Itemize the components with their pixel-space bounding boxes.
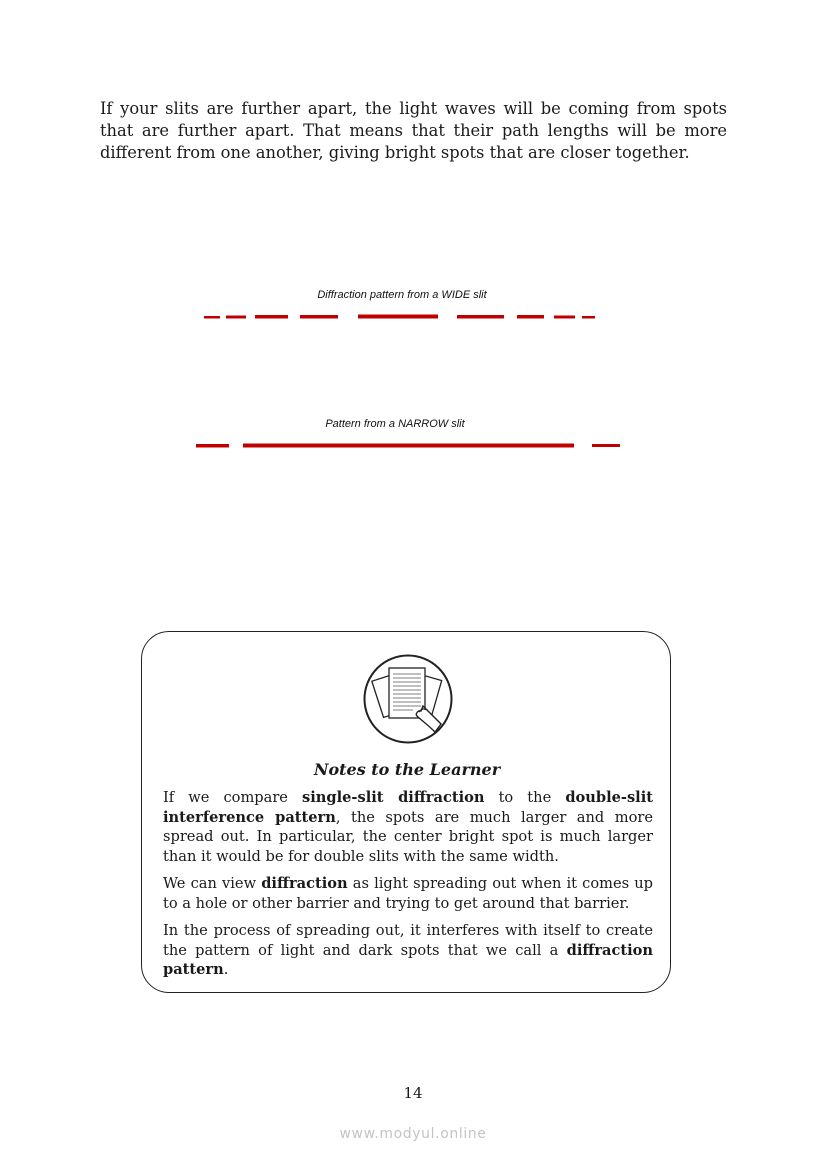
text-run: . [223,961,229,978]
wide-band [554,316,575,319]
wide-slit-pattern [0,310,826,326]
narrow-band [592,444,620,447]
term-single-slit-diffraction: single-slit diffraction [302,789,485,806]
wide-band [226,316,246,319]
narrow-slit-pattern [0,438,826,454]
notes-title: Notes to the Learner [313,760,501,779]
wide-pattern-bands [204,315,595,319]
text-run: , the spots are much larger and more spread out. In particular, the center bright spot is much larger than it would be for double slits with the same width. [163,808,653,865]
page-number: 14 [403,1084,423,1102]
wide-band [204,316,220,319]
intro-paragraph: If your slits are further apart, the light waves will be coming from spots that are further apart. That means that their path lengths will be more different from one another, giving bright spots that are closer together. [100,99,727,162]
notes-body [163,788,653,988]
text-run: In the process of spreading out, it interferes with itself to create the pattern of light and dark spots that we call a [163,922,653,959]
wide-band [300,315,338,319]
notes-to-learner-box [141,631,671,993]
term-double-slit-interference: double-slit interference pattern [163,789,653,826]
wide-band-center [358,315,438,319]
wide-band [255,315,288,319]
notes-paragraph-3 [163,921,653,980]
wide-band [582,316,595,319]
text-run: to the [484,789,566,806]
notes-paragraph-2 [163,874,653,913]
wide-slit-caption: Diffraction pattern from a WIDE slit [317,289,487,301]
narrow-slit-caption: Pattern from a NARROW slit [325,418,465,430]
text-run: We can view [163,875,262,892]
wide-band [457,315,504,319]
narrow-band-center [243,444,574,448]
text-run: If we compare [163,789,303,806]
narrow-band [196,444,229,448]
narrow-pattern-bands [196,444,620,448]
watermark: www.modyul.online [339,1126,487,1142]
term-diffraction-pattern: diffraction pattern [163,941,653,978]
text-run: as light spreading out when it comes up to a hole or other barrier and trying to get around that barrier. [163,875,653,912]
documents-in-hand-icon [363,654,453,744]
term-diffraction: diffraction [261,875,348,892]
notes-paragraph-1 [163,788,653,866]
wide-band [517,315,544,319]
